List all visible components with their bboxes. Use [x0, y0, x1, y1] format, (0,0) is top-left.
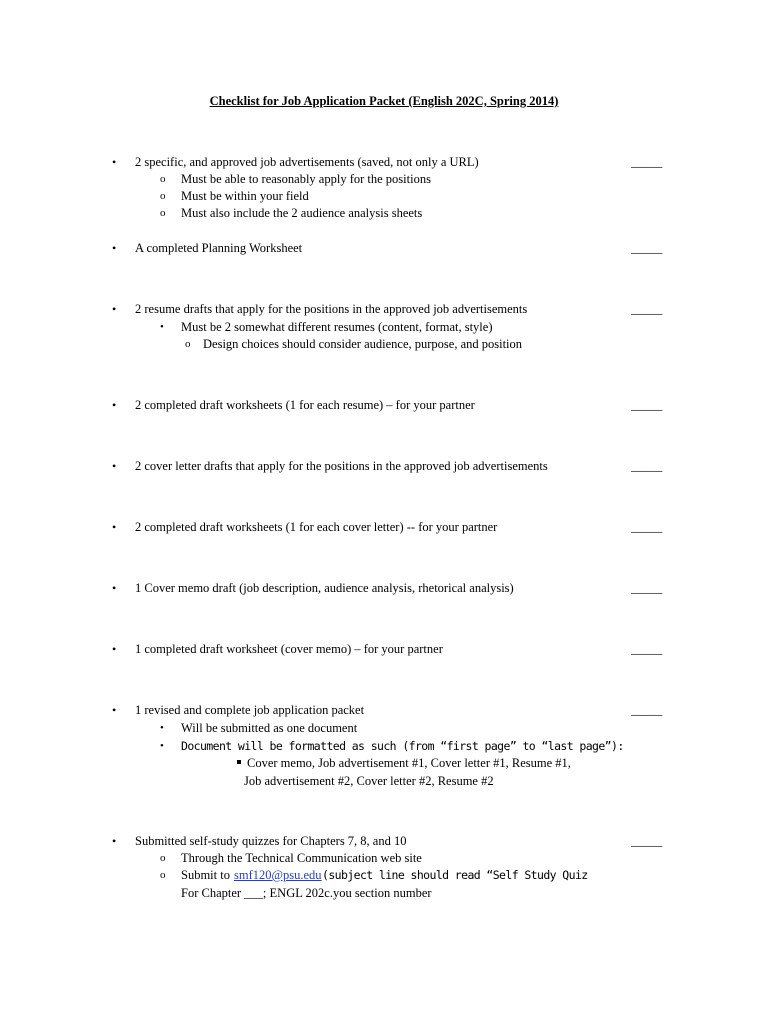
detail-text: Cover memo, Job advertisement #1, Cover letter #1, Resume #1, [247, 756, 571, 770]
sub-item-text: Must also include the 2 audience analysis sheets [181, 206, 423, 220]
detail-text: Job advertisement #2, Cover letter #2, Resume #2 [244, 774, 494, 788]
sub-item-text: Through the Technical Communication web site [181, 851, 422, 865]
bullet: • [112, 581, 117, 595]
checklist-item-text: 2 completed draft worksheets (1 for each resume) – for your partner [135, 398, 475, 412]
bullet: • [160, 740, 164, 752]
bullet: • [112, 834, 117, 848]
checkbox-blank[interactable]: _____ [631, 241, 663, 255]
bullet: • [112, 155, 117, 169]
checkbox-blank[interactable]: _____ [631, 520, 663, 534]
email-link[interactable]: smf120@psu.edu [234, 868, 322, 882]
checkbox-blank[interactable]: _____ [631, 459, 663, 473]
checklist-item-text: 1 Cover memo draft (job description, audience analysis, rhetorical analysis) [135, 581, 514, 595]
circle-bullet: o [185, 338, 191, 350]
checklist-item-text: 2 specific, and approved job advertisements (saved, not only a URL) [135, 155, 479, 169]
checkbox-blank[interactable]: _____ [631, 642, 663, 656]
bullet: • [112, 459, 117, 473]
sub-item-text: Document will be formatted as such (from “first page” to “last page”): [181, 739, 624, 753]
bullet: • [112, 642, 117, 656]
bullet: • [112, 398, 117, 412]
circle-bullet: o [160, 173, 166, 185]
sub-sub-item-text: Design choices should consider audience, purpose, and position [203, 337, 523, 351]
sub-item-text: Must be 2 somewhat different resumes (content, format, style) [181, 320, 493, 334]
bullet: • [160, 321, 164, 333]
checklist-item-text: 1 revised and complete job application packet [135, 703, 365, 717]
circle-bullet: o [160, 207, 166, 219]
circle-bullet: o [160, 869, 166, 881]
checklist-item-text: 2 cover letter drafts that apply for the positions in the approved job advertisements [135, 459, 548, 473]
checkbox-blank[interactable]: _____ [631, 834, 663, 848]
checkbox-blank[interactable]: _____ [631, 398, 663, 412]
checklist-item-text: 1 completed draft worksheet (cover memo) – for your partner [135, 642, 443, 656]
subject-line-text: (subject line should read “Self Study Quiz [322, 868, 588, 882]
sub-item-text: Will be submitted as one document [181, 721, 358, 735]
bullet: • [112, 241, 117, 255]
checkbox-blank[interactable]: _____ [631, 155, 663, 169]
checkbox-blank[interactable]: _____ [631, 703, 663, 717]
sub-item-text: Submit to [181, 868, 230, 882]
sub-item-text: Must be within your field [181, 189, 309, 203]
document-title: Checklist for Job Application Packet (English 202C, Spring 2014) [209, 94, 559, 108]
bullet: • [112, 520, 117, 534]
checkbox-blank[interactable]: _____ [631, 302, 663, 316]
sub-item-text: Must be able to reasonably apply for the positions [181, 172, 431, 186]
checkbox-blank[interactable]: _____ [631, 581, 663, 595]
continuation-text: For Chapter ___; ENGL 202c.you section number [181, 886, 432, 900]
square-bullet-icon [237, 760, 241, 764]
checklist-item-text: 2 resume drafts that apply for the positions in the approved job advertisements [135, 302, 528, 316]
checklist-item-text: A completed Planning Worksheet [135, 241, 303, 255]
checklist-item-text: 2 completed draft worksheets (1 for each cover letter) -- for your partner [135, 520, 498, 534]
bullet: • [112, 703, 117, 717]
checklist-item-text: Submitted self-study quizzes for Chapters 7, 8, and 10 [135, 834, 407, 848]
circle-bullet: o [160, 190, 166, 202]
bullet: • [112, 302, 117, 316]
bullet: • [160, 722, 164, 734]
circle-bullet: o [160, 852, 166, 864]
